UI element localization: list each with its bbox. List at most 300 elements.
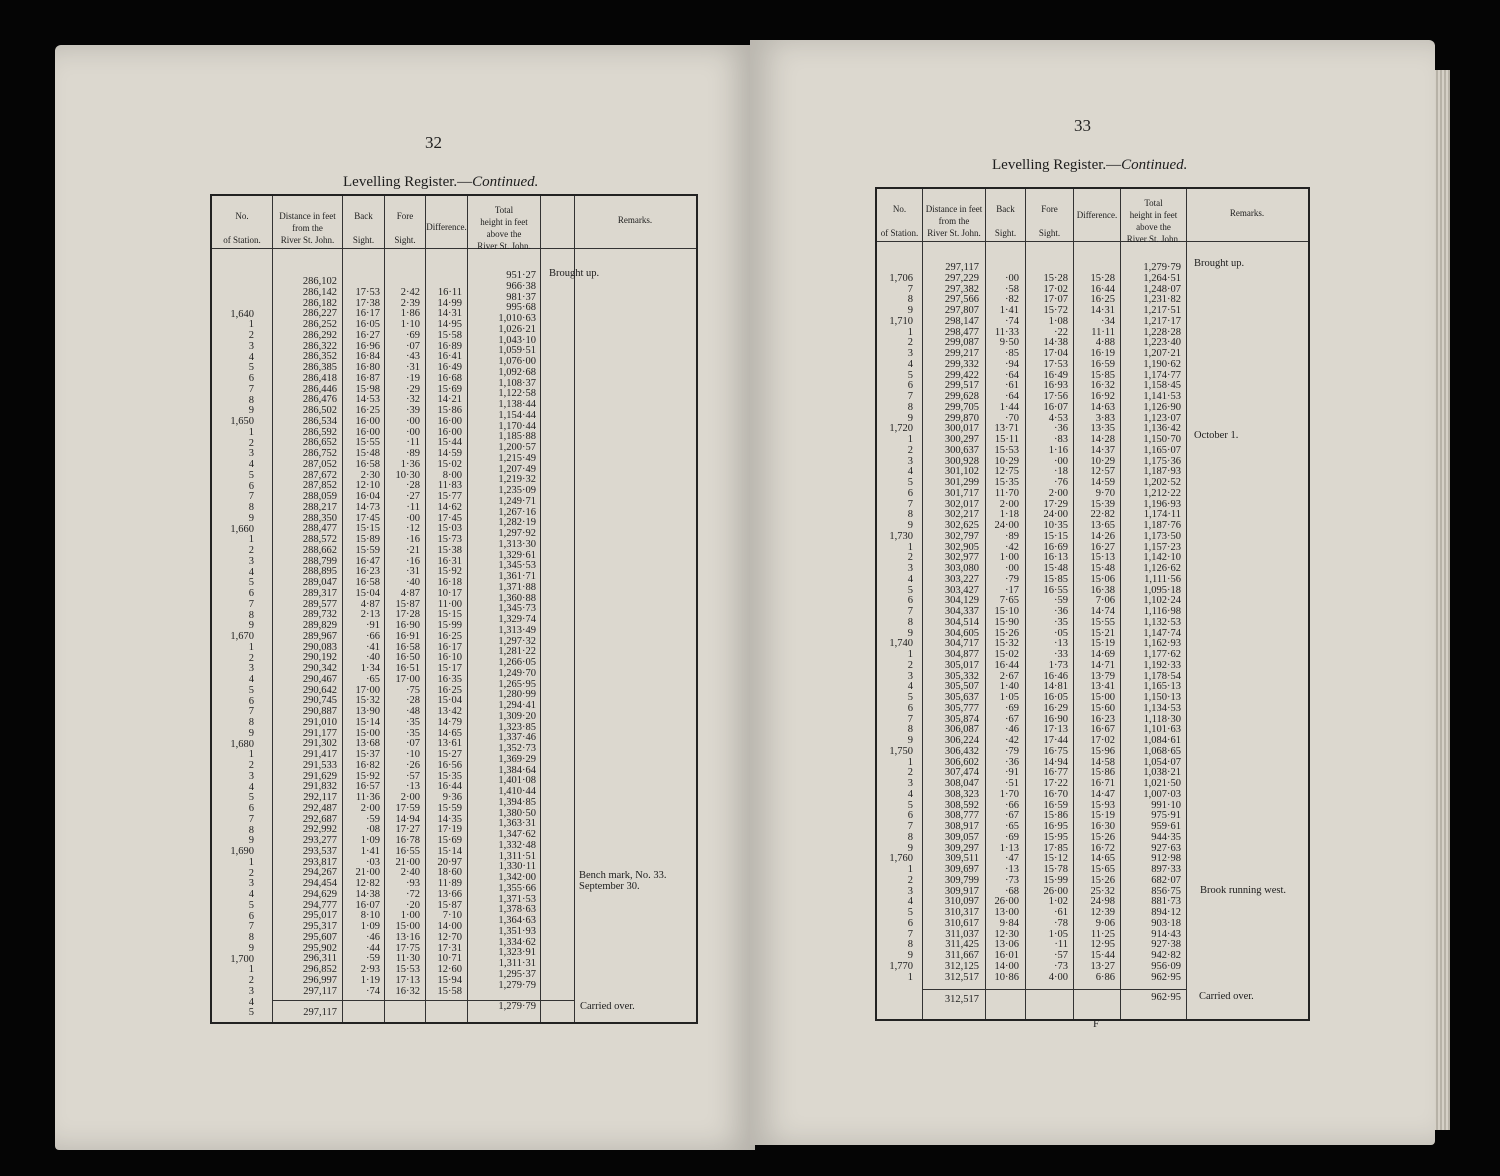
- back-cell: 9·50: [999, 337, 1019, 349]
- distance-column: [923, 263, 979, 983]
- station-cell: 6: [248, 480, 254, 492]
- total-cell: 1,010·63: [498, 313, 536, 324]
- station-cell: 8: [907, 939, 913, 951]
- difference-cell: 13·61: [437, 738, 462, 750]
- difference-cell: 16·41: [437, 351, 462, 363]
- header-difference: Difference.: [426, 222, 467, 232]
- fore-cell: 2·00: [400, 792, 420, 803]
- distance-cell: 312,517: [944, 971, 979, 983]
- distance-cell: 293,537: [302, 845, 337, 857]
- station-cell: 6: [907, 917, 913, 929]
- distance-cell: 294,629: [302, 888, 337, 900]
- fore-cell: 1·16: [1048, 444, 1068, 456]
- back-cell: ·42: [1005, 735, 1019, 746]
- carried-over: Carried over.: [580, 1001, 635, 1012]
- back-cell: ·59: [366, 953, 380, 965]
- total-cell: 962·95: [1151, 971, 1181, 983]
- difference-cell: 13·65: [1090, 520, 1115, 531]
- difference-cell: 16·44: [437, 781, 462, 793]
- fore-cell: 16·93: [1043, 380, 1068, 392]
- fore-cell: ·36: [1054, 606, 1068, 617]
- difference-cell: 15·94: [437, 974, 462, 986]
- total-cell: 1,059·51: [498, 345, 536, 357]
- difference-cell: 9·70: [1095, 487, 1115, 499]
- distance-cell: 289,829: [302, 620, 337, 631]
- station-cell: 1: [907, 971, 913, 983]
- station-cell: 2: [248, 652, 254, 664]
- station-cell: 1,706: [889, 272, 913, 284]
- difference-cell: 15·35: [437, 770, 462, 782]
- fore-cell: 14·38: [1043, 337, 1068, 349]
- difference-cell: 10·29: [1090, 455, 1115, 467]
- distance-cell: 287,672: [302, 469, 337, 481]
- difference-cell: 14·35: [437, 813, 462, 825]
- distance-cell: 309,057: [944, 831, 979, 843]
- back-cell: 15·37: [355, 749, 380, 760]
- fore-cell: ·10: [406, 749, 420, 760]
- difference-cell: 10·17: [437, 587, 462, 599]
- distance-cell: 290,745: [302, 695, 337, 707]
- fore-cell: 1·02: [1048, 896, 1068, 908]
- station-cell: 9: [248, 620, 254, 632]
- total-cell: 1,190·62: [1143, 358, 1181, 370]
- distance-cell: 304,877: [944, 649, 979, 660]
- back-cell: 1·34: [360, 663, 380, 674]
- distance-cell: 310,317: [944, 907, 979, 918]
- distance-cell: 294,267: [302, 867, 337, 879]
- difference-cell: 16·25: [437, 684, 462, 696]
- difference-cell: 15·28: [1090, 272, 1115, 284]
- fore-cell: 15·99: [1043, 874, 1068, 886]
- distance-cell: 290,467: [302, 673, 337, 685]
- difference-cell: 15·26: [1090, 874, 1115, 886]
- difference-cell: 14·69: [1090, 649, 1115, 660]
- fore-cell: ·59: [1054, 595, 1068, 607]
- fore-cell: 17·29: [1043, 498, 1068, 510]
- distance-cell: 286,102: [302, 276, 337, 287]
- distance-cell: 299,517: [944, 380, 979, 392]
- header-total-height: Total height in feet above the River St. John.: [477, 205, 531, 251]
- back-cell: ·40: [366, 652, 380, 664]
- station-cell: 2: [907, 874, 913, 886]
- remark-brought-up: Brought up.: [1194, 258, 1245, 269]
- distance-cell: 289,047: [302, 577, 337, 588]
- difference-column: [1074, 263, 1115, 983]
- station-cell: 5: [248, 1007, 254, 1019]
- difference-cell: 13·41: [1090, 681, 1115, 693]
- back-cell: 13·00: [994, 907, 1019, 918]
- total-cell: 1,076·00: [498, 356, 536, 367]
- station-cell: 8: [248, 717, 254, 728]
- fore-cell: 15·86: [1043, 810, 1068, 822]
- fore-cell: ·19: [406, 372, 420, 384]
- back-cell: ·46: [1005, 724, 1019, 736]
- station-cell: 1: [248, 856, 254, 868]
- back-cell: ·85: [1005, 348, 1019, 359]
- distance-cell: 286,292: [302, 329, 337, 341]
- difference-cell: 16·32: [1090, 380, 1115, 392]
- back-cell: ·51: [1005, 778, 1019, 789]
- fore-cell: 16·07: [1043, 401, 1068, 413]
- back-cell: 26·00: [994, 896, 1019, 908]
- total-cell: 981·37: [506, 291, 536, 303]
- fore-cell: ·29: [406, 383, 420, 395]
- distance-cell: 290,642: [302, 684, 337, 696]
- back-cell: 2·67: [999, 670, 1019, 682]
- page-number-right: 33: [1074, 116, 1091, 135]
- fore-cell: ·73: [1054, 960, 1068, 972]
- difference-cell: 17·45: [437, 512, 462, 524]
- back-cell: 13·06: [994, 939, 1019, 951]
- fore-cell: 16·78: [395, 835, 420, 846]
- difference-cell: 15·38: [437, 544, 462, 556]
- distance-cell: 286,418: [302, 372, 337, 384]
- fore-cell: 17·07: [1043, 294, 1068, 306]
- back-cell: ·79: [1005, 573, 1019, 585]
- back-cell: 12·82: [355, 878, 380, 889]
- title-text: Levelling Register.—: [992, 157, 1122, 173]
- total-cell: 1,235·09: [498, 485, 536, 496]
- station-cell: 5: [248, 684, 254, 696]
- difference-cell: 11·11: [1091, 326, 1115, 338]
- back-cell: 16·00: [355, 426, 380, 438]
- back-cell: 1·00: [999, 552, 1019, 564]
- fore-cell: 10·30: [395, 469, 420, 481]
- total-cell: 1,187·76: [1143, 520, 1181, 531]
- distance-cell: 299,087: [944, 337, 979, 349]
- total-cell: 912·98: [1151, 853, 1181, 865]
- difference-cell: [426, 997, 462, 1008]
- fore-cell: ·16: [406, 534, 420, 545]
- distance-cell: 288,350: [302, 512, 337, 524]
- station-cell: 8: [907, 509, 913, 521]
- distance-cell: 309,917: [944, 885, 979, 897]
- difference-cell: 14·58: [1090, 756, 1115, 768]
- back-cell: 2·30: [360, 469, 380, 481]
- difference-cell: 15·44: [437, 437, 462, 449]
- total-cell: 1,279·79: [498, 979, 536, 991]
- total-cell: 1,196·93: [1143, 498, 1181, 510]
- back-cell: ·79: [1005, 745, 1019, 757]
- distance-cell: 297,382: [944, 283, 979, 295]
- station-cell: 8: [907, 724, 913, 736]
- fore-cell: 24·00: [1043, 509, 1068, 521]
- difference-cell: 14·59: [437, 448, 462, 459]
- total-cell: 1,215·49: [498, 452, 536, 464]
- header-back-sight: Back Sight.: [352, 211, 375, 245]
- difference-cell: 15·19: [1090, 810, 1115, 822]
- difference-cell: 14·00: [437, 921, 462, 932]
- fore-cell: 17·28: [395, 609, 420, 621]
- fore-cell: ·00: [406, 512, 420, 524]
- fore-cell: 1·00: [400, 910, 420, 922]
- difference-cell: ·34: [1101, 315, 1115, 327]
- distance-cell: 300,297: [944, 434, 979, 445]
- station-cell: 7: [907, 821, 913, 832]
- back-cell: 16·05: [355, 319, 380, 330]
- back-cell: 16·04: [355, 491, 380, 502]
- station-cell: 8: [248, 502, 254, 513]
- total-cell: 1,170·44: [498, 420, 536, 432]
- fore-cell: 4·00: [1048, 971, 1068, 983]
- station-cell: 1,680: [230, 738, 254, 750]
- difference-cell: 16·56: [437, 759, 462, 771]
- total-cell: 927·63: [1151, 842, 1181, 854]
- station-cell: 8: [248, 932, 254, 943]
- back-cell: 14·53: [355, 394, 380, 406]
- distance-cell: 286,752: [302, 448, 337, 459]
- distance-cell: 302,217: [944, 509, 979, 521]
- fore-cell: 1·10: [400, 319, 420, 330]
- station-cell: 5: [248, 792, 254, 804]
- distance-cell: 292,117: [303, 792, 337, 803]
- difference-cell: 15·15: [437, 609, 462, 621]
- distance-cell: 297,566: [944, 294, 979, 306]
- total-cell: 682·07: [1151, 874, 1181, 886]
- total-cell: 1,311·31: [498, 958, 536, 969]
- total-cell: 1,102·24: [1143, 595, 1181, 607]
- station-cell: 5: [907, 799, 913, 811]
- distance-cell: 291,417: [302, 749, 337, 760]
- fore-cell: 16·70: [1043, 788, 1068, 800]
- difference-cell: 16·00: [437, 426, 462, 438]
- difference-cell: 16·71: [1090, 778, 1115, 789]
- back-cell: 1·09: [360, 835, 380, 846]
- back-cell: 16·84: [355, 351, 380, 363]
- station-cell: 4: [248, 781, 254, 793]
- station-cell: 4: [907, 573, 913, 585]
- back-cell: ·17: [1005, 584, 1019, 596]
- total-cell: 1,329·74: [498, 614, 536, 625]
- distance-cell: 294,454: [302, 878, 337, 889]
- fore-cell: 17·56: [1043, 391, 1068, 402]
- back-cell: 10·86: [994, 971, 1019, 983]
- station-cell: 5: [248, 899, 254, 911]
- back-cell: 14·00: [994, 960, 1019, 972]
- distance-cell: 305,777: [944, 702, 979, 714]
- total-cell: 1,158·45: [1143, 380, 1181, 392]
- distance-cell: 286,385: [302, 362, 337, 373]
- difference-cell: 15·21: [1090, 627, 1115, 639]
- distance-cell: 307,474: [944, 767, 979, 779]
- total-cell: 1,150·13: [1143, 692, 1181, 703]
- total-cell: 1,342·00: [498, 872, 536, 883]
- back-cell: 11·70: [994, 487, 1019, 499]
- total-cell: 1,116·98: [1143, 606, 1181, 617]
- fore-cell: ·00: [406, 426, 420, 438]
- total-cell: 1,118·30: [1143, 713, 1181, 725]
- difference-cell: 15·17: [437, 663, 462, 674]
- total-cell: 1,178·54: [1143, 670, 1181, 682]
- fore-cell: 16·50: [395, 652, 420, 664]
- distance-cell: 289,732: [302, 609, 337, 621]
- back-cell: 16·25: [355, 405, 380, 416]
- difference-cell: 8·00: [442, 469, 462, 481]
- distance-cell: 290,192: [302, 652, 337, 664]
- total-cell: 1,132·53: [1143, 616, 1181, 628]
- difference-column: [426, 277, 462, 1008]
- fore-cell: 16·69: [1043, 541, 1068, 553]
- difference-cell: 16·38: [1090, 584, 1115, 596]
- station-cell: 4: [907, 358, 913, 370]
- back-cell: ·44: [366, 942, 380, 954]
- back-cell: 12·10: [355, 480, 380, 492]
- fore-cell: 15·28: [1043, 272, 1068, 284]
- station-cell: 2: [907, 337, 913, 349]
- fore-cell: ·11: [406, 501, 420, 513]
- difference-cell: 9·06: [1095, 917, 1115, 929]
- back-cell: 16·58: [355, 458, 380, 470]
- fore-cell: 14·94: [395, 813, 420, 825]
- back-cell: ·58: [1005, 283, 1019, 295]
- header-difference: Difference.: [1076, 210, 1118, 220]
- distance-cell: 305,874: [944, 713, 979, 725]
- difference-cell: 14·26: [1090, 530, 1115, 542]
- station-cell: 5: [907, 907, 913, 918]
- back-cell: 15·26: [994, 627, 1019, 639]
- total-cell: 1,126·90: [1143, 401, 1181, 413]
- distance-cell: 292,992: [302, 824, 337, 836]
- distance-cell: 305,637: [944, 692, 979, 703]
- fore-cell: ·00: [1054, 455, 1068, 467]
- difference-cell: 14·63: [1090, 401, 1115, 413]
- total-cell: 1,175·36: [1143, 455, 1181, 467]
- back-cell: 15·48: [355, 448, 380, 459]
- back-cell: 16·44: [994, 659, 1019, 671]
- station-cell: 9: [907, 305, 913, 316]
- station-cell: 7: [907, 283, 913, 295]
- fore-cell: ·83: [1054, 434, 1068, 445]
- difference-cell: 16·35: [437, 673, 462, 685]
- difference-cell: 15·44: [1090, 950, 1115, 961]
- difference-cell: 7·10: [442, 910, 462, 922]
- difference-cell: 16·72: [1090, 842, 1115, 854]
- station-cell: 5: [248, 362, 254, 374]
- distance-cell: 286,534: [302, 415, 337, 427]
- total-cell: 1,192·33: [1143, 659, 1181, 671]
- back-cell: 15·59: [355, 544, 380, 556]
- total-cell: 1,371·53: [498, 893, 536, 905]
- fore-cell: ·05: [1054, 627, 1068, 639]
- total-cell: 1,092·68: [498, 366, 536, 378]
- station-cell: 3: [907, 778, 913, 789]
- distance-cell: 292,687: [302, 813, 337, 825]
- total-cell: 959·61: [1151, 821, 1181, 832]
- difference-cell: 15·73: [437, 534, 462, 545]
- total-cell: 1,249·71: [498, 495, 536, 507]
- difference-cell: 12·60: [437, 964, 462, 975]
- total-cell: 1,323·91: [498, 947, 536, 959]
- station-cell: 5: [907, 477, 913, 488]
- back-cell: ·00: [1005, 272, 1019, 284]
- back-cell: ·91: [366, 620, 380, 631]
- header-distance: Distance in feet from the River St. John.: [925, 204, 983, 238]
- fore-cell: 2·39: [400, 297, 420, 309]
- back-cell: 13·90: [355, 706, 380, 717]
- back-cell: 16·82: [355, 759, 380, 771]
- total-cell: 1,266·05: [498, 657, 536, 668]
- station-cell: 5: [907, 369, 913, 381]
- difference-cell: 15·14: [437, 845, 462, 857]
- distance-cell: 300,637: [944, 444, 979, 456]
- fore-cell: 15·12: [1043, 853, 1068, 865]
- distance-cell: 291,533: [302, 759, 337, 771]
- station-cell: 4: [248, 566, 254, 578]
- distance-cell: 306,224: [944, 735, 979, 746]
- distance-cell: 306,432: [944, 745, 979, 757]
- back-cell: 13·71: [994, 423, 1019, 435]
- back-cell: [344, 997, 380, 1008]
- station-cell: 5: [907, 584, 913, 596]
- back-cell: ·69: [1005, 831, 1019, 843]
- back-cell: 16·87: [355, 372, 380, 384]
- total-cell: 1,280·99: [498, 689, 536, 701]
- fore-cell: 16·90: [1043, 713, 1068, 725]
- total-cell: 1,217·17: [1143, 315, 1181, 327]
- total-cell: 1,207·21: [1143, 348, 1181, 359]
- back-cell: ·08: [366, 824, 380, 836]
- distance-cell: 291,832: [302, 781, 337, 793]
- distance-cell: 297,117: [945, 262, 979, 273]
- difference-cell: 16·00: [437, 415, 462, 427]
- total-cell: 903·18: [1151, 917, 1181, 929]
- total-cell: 1,351·93: [498, 925, 536, 937]
- difference-cell: 17·19: [437, 824, 462, 836]
- distance-cell: 297,807: [944, 305, 979, 316]
- back-cell: ·36: [1005, 756, 1019, 768]
- total-cell: 894·12: [1151, 907, 1181, 918]
- back-cell: 13·68: [355, 738, 380, 750]
- distance-cell: 304,129: [944, 595, 979, 607]
- back-cell: ·41: [366, 641, 380, 653]
- station-cell: 9: [907, 520, 913, 531]
- fore-cell: ·26: [406, 759, 420, 771]
- distance-cell: 305,017: [944, 659, 979, 671]
- total-cell: 1,084·61: [1143, 735, 1181, 746]
- fore-cell: 15·53: [395, 964, 420, 975]
- fore-cell: ·48: [406, 706, 420, 717]
- fore-cell: 16·55: [1043, 584, 1068, 596]
- back-cell: ·66: [1005, 799, 1019, 811]
- distance-cell: 305,332: [944, 670, 979, 682]
- distance-cell: 304,605: [944, 627, 979, 639]
- total-cell: 1,228·28: [1143, 326, 1181, 338]
- difference-cell: 16·59: [1090, 358, 1115, 370]
- difference-cell: 16·19: [1090, 348, 1115, 359]
- total-cell: 1,043·10: [498, 334, 536, 346]
- distance-cell: 303,227: [944, 573, 979, 585]
- difference-cell: 15·86: [1090, 767, 1115, 779]
- remark-october: October 1.: [1194, 430, 1239, 441]
- difference-cell: 15·00: [1090, 692, 1115, 703]
- distance-cell: 306,087: [944, 724, 979, 736]
- station-cell: 7: [248, 706, 254, 718]
- fore-cell: ·57: [406, 770, 420, 782]
- remark-brought-up: Brought up.: [549, 268, 600, 279]
- difference-cell: 14·71: [1090, 659, 1115, 671]
- fore-cell: 10·35: [1043, 520, 1068, 531]
- difference-cell: 14·31: [1090, 305, 1115, 316]
- distance-cell: 289,317: [302, 587, 337, 599]
- difference-cell: 15·69: [437, 835, 462, 846]
- station-cell: 6: [248, 910, 254, 922]
- station-cell: 1: [248, 749, 254, 761]
- station-cell: 6: [907, 702, 913, 714]
- distance-cell: 308,917: [944, 821, 979, 832]
- back-cell: ·65: [1005, 821, 1019, 832]
- total-cell: 1,147·74: [1143, 627, 1181, 639]
- total-cell: 1,371·88: [498, 581, 536, 593]
